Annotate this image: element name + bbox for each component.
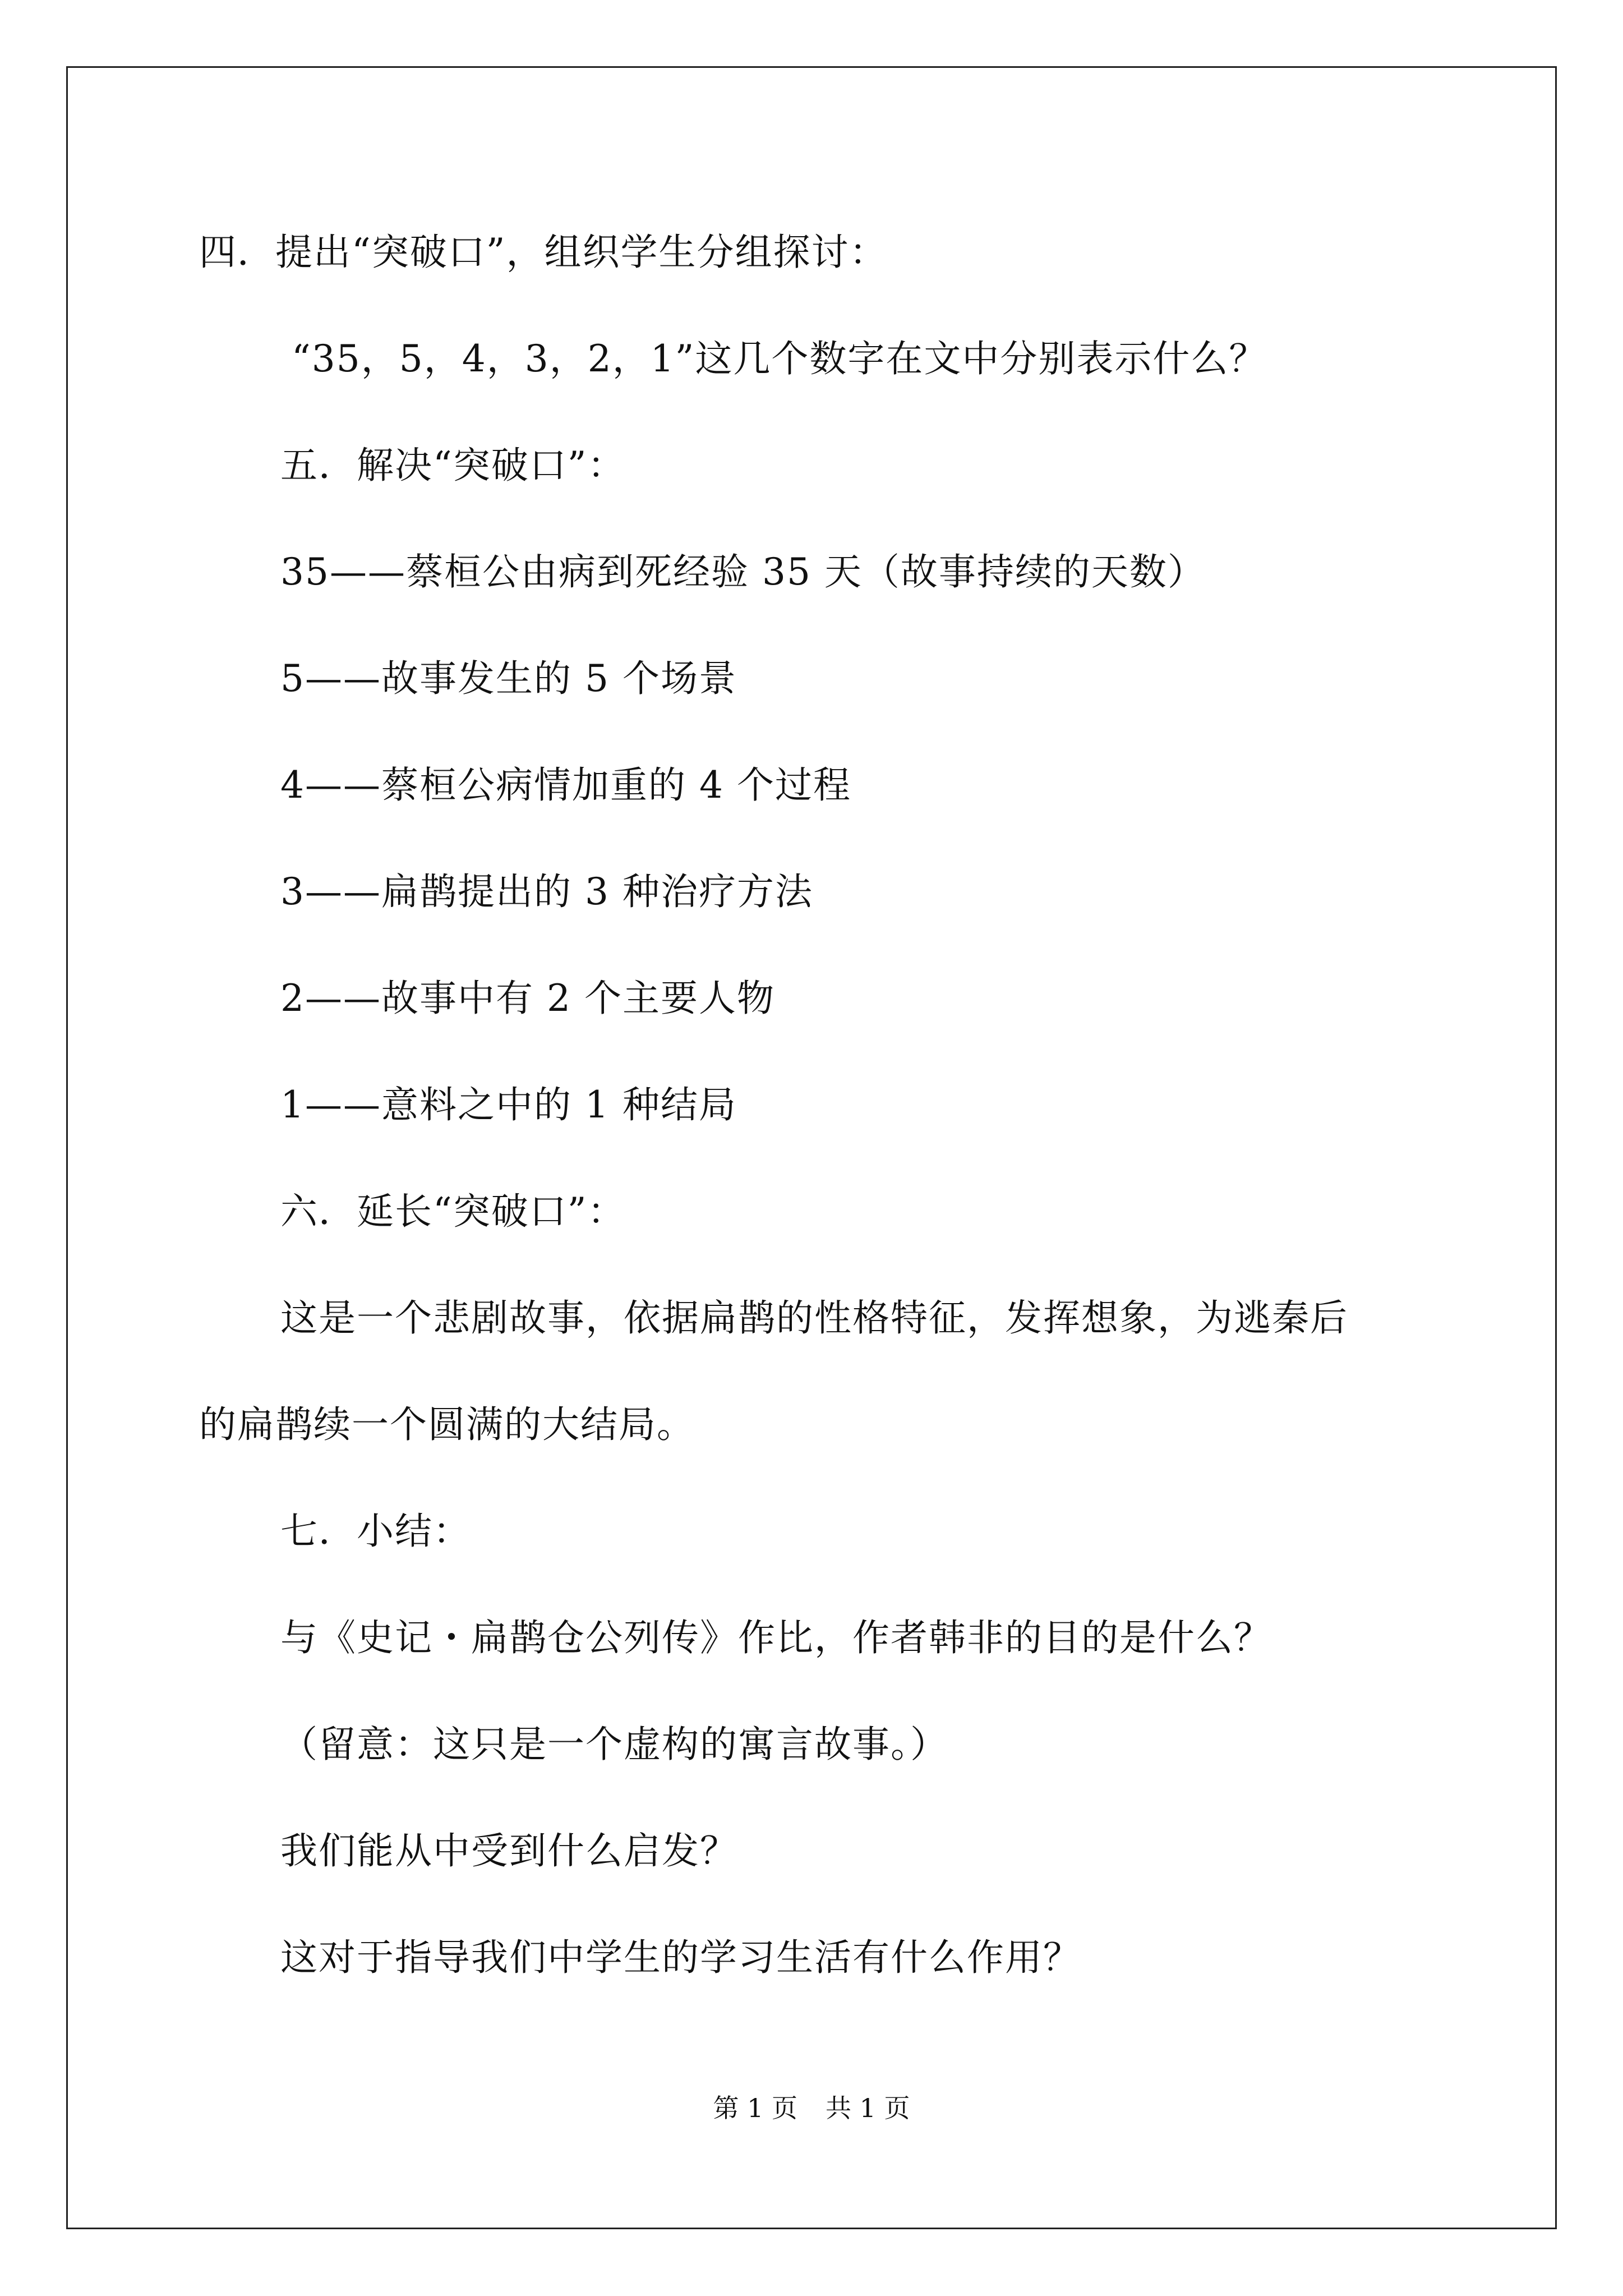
summary-note: （留意：这只是一个虚构的寓言故事。） (280, 1723, 948, 1766)
section-heading-7: 七．小结： (280, 1510, 471, 1553)
answer-line-5: 5——故事发生的 5 个场景 (280, 657, 737, 700)
summary-question-2: 我们能从中受到什么启发？ (280, 1829, 738, 1872)
section-heading-5: 五．解决“突破口”： (280, 444, 626, 487)
answer-line-4: 4——蔡桓公病情加重的 4 个过程 (280, 763, 851, 807)
answer-line-1: 1——意料之中的 1 种结局 (280, 1083, 737, 1126)
summary-question-1: 与《史记・扁鹊仓公列传》作比，作者韩非的目的是什么？ (280, 1616, 1272, 1659)
summary-question-3: 这对于指导我们中学生的学习生活有什么作用？ (280, 1936, 1081, 1979)
answer-line-3: 3——扁鹊提出的 3 种治疗方法 (280, 870, 813, 913)
page-number: 第 1 页 (713, 2093, 797, 2123)
section-heading-4: 四．提出“突破口”，组织学生分组探讨： (199, 231, 888, 274)
page-total: 共 1 页 (826, 2093, 910, 2123)
answer-line-2: 2——故事中有 2 个主要人物 (280, 977, 775, 1020)
paragraph-line-1: 这是一个悲剧故事，依据扁鹊的性格特征，发挥想象，为逃秦后 (280, 1296, 1348, 1340)
page-footer (0, 2091, 1623, 2125)
paragraph-line-2: 的扁鹊续一个圆满的大结局。 (199, 1403, 695, 1446)
section-heading-6: 六．延长“突破口”： (280, 1190, 626, 1233)
question-line: “35，5，4，3，2，1”这几个数字在文中分别表示什么？ (292, 337, 1267, 380)
page-border (66, 66, 1557, 2229)
answer-line-35: 35——蔡桓公由病到死经验 35 天（故事持续的天数） (280, 550, 1206, 593)
